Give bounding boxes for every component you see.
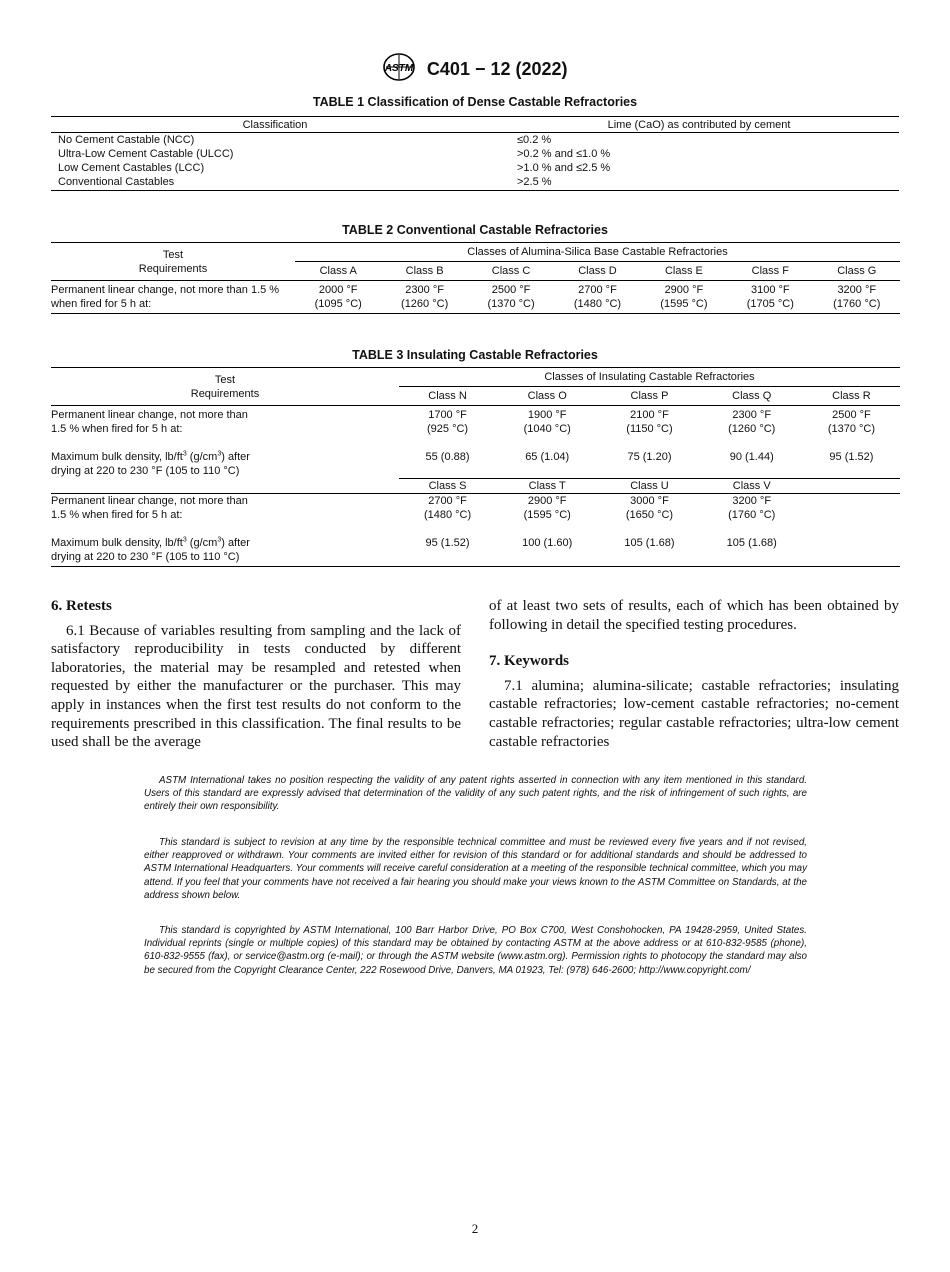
table3-cell: 55 (0.88) — [425, 451, 470, 463]
left-column — [51, 597, 461, 752]
table3-cell: 75 (1.20) — [627, 451, 672, 463]
table3-class-header: Class S — [399, 478, 496, 493]
table3-row-label: Permanent linear change, not more than 1.5 % when fired for 5 h at: — [51, 409, 248, 435]
table3-req-line2: Requirements — [190, 387, 260, 400]
table1-cell: Low Cement Castables (LCC) — [58, 162, 205, 174]
table3-cell: 3200 °F (1760 °C) — [728, 494, 776, 521]
table3-cell: 2100 °F (1150 °C) — [626, 409, 673, 435]
table1-cell: Ultra-Low Cement Castable (ULCC) — [58, 148, 234, 160]
table-row — [51, 406, 900, 437]
table1-col-header: Classification — [51, 117, 499, 133]
table3-req-line1: Test — [214, 373, 236, 386]
table2-span-header: Classes of Alumina-Silica Base Castable Refractories — [295, 243, 900, 262]
section6-continuation: of at least two sets of results, each of which has been obtained by following in detail the specified testing procedures. — [489, 598, 899, 633]
table1-cell: Conventional Castables — [58, 176, 175, 188]
astm-logo-icon — [382, 52, 416, 87]
table-row — [51, 450, 900, 478]
table2-title: TABLE 2 Conventional Castable Refractories — [342, 223, 608, 237]
table3-row-label: Permanent linear change, not more than 1.5 % when fired for 5 h at: — [51, 493, 399, 522]
table3-cell: 105 (1.68) — [624, 536, 675, 549]
table3-class-header: Class V — [701, 478, 803, 493]
table2-class-header: Class G — [814, 262, 900, 281]
table-row — [51, 161, 899, 175]
copyright-notice: This standard is copyrighted by ASTM International, 100 Barr Harbor Drive, PO Box C700, West Conshohocken, PA 19428-2959, United States. Individual reprints (single or multiple copies) of this standard may be obtained by contacting ASTM at the above address or at 610-832-9585 (phone), 610-832-9555 (fax), or service@astm.org (e-mail); or through the ASTM website (www.astm.org). Permission rights to photocopy the standard may also be secured from the Copyright Clearance Center, 222 Rosewood Drive, Danvers, MA 01923, Tel: (978) 646-2600; http://www.copyright.com/ — [144, 925, 807, 976]
patent-notice: ASTM International takes no position respecting the validity of any patent rights asserted in connection with any item mentioned in this standard. Users of this standard are expressly advised that determination of the validity of any such patent rights, and the risk of infringement of such rights, are entirely their own responsibility. — [144, 775, 807, 813]
table2-cell: 2700 °F (1480 °C) — [573, 284, 622, 310]
table3-cell: 100 (1.60) — [522, 536, 573, 549]
logo-text: ASTM — [385, 63, 414, 74]
table3-title: TABLE 3 Insulating Castable Refractories — [352, 348, 598, 362]
page-header — [0, 52, 950, 87]
table3-row-label: Maximum bulk density, $lb/ft^3$ $(g/cm^3)$ after drying at 220 to 230 °F (105 to 110 °C) — [51, 450, 250, 477]
table2-row-label-line1: Permanent linear change, not more than 1.5 % — [51, 284, 280, 296]
table3-cell: 2900 °F (1595 °C) — [523, 494, 571, 521]
table3-cell: 2700 °F (1480 °C) — [423, 494, 472, 521]
table3-class-header: Class Q — [701, 387, 803, 406]
table2-cell: 2500 °F (1370 °C) — [487, 284, 535, 310]
section6-heading: 6. Retests — [51, 598, 112, 614]
table1-col-header: Lime (CaO) as contributed by cement — [499, 117, 899, 133]
table3-span-header: Classes of Insulating Castable Refractories — [399, 368, 900, 387]
page-number: 2 — [471, 1221, 479, 1236]
section7-paragraph: 7.1 alumina; alumina-silicate; castable refractories; insulating castable refractories; low-cement castable refractories; no-cement castable refractories; regular castable refractories; ultra-low cement castable refractories — [489, 677, 899, 750]
table2-cell: 3100 °F (1705 °C) — [746, 284, 794, 310]
table2-requirements-header — [51, 243, 295, 281]
table3-class-header: Class O — [496, 387, 598, 406]
revision-notice: This standard is subject to revision at any time by the responsible technical committee and must be reviewed every five years and if not revised, either reapproved or withdrawn. Your comments are invited either for revision of this standard or for additional standards and should be addressed to ASTM International Headquarters. Your comments will receive careful consideration at a meeting of the responsible technical committee, which you may attend. If you feel that your comments have not received a fair hearing you should make your views known to the ASTM Committee on Standards, at the address shown below. — [144, 837, 807, 901]
table3-class-header: Class T — [496, 478, 598, 493]
table2-cell: 2900 °F (1595 °C) — [660, 284, 708, 310]
table2-class-header: Class C — [468, 262, 554, 281]
table-row — [51, 133, 899, 148]
table3-row-label: Maximum bulk density, $lb/ft^3$ $(g/cm^3)$ after drying at 220 to 230 °F (105 to 110 °C) — [51, 535, 250, 563]
section6-paragraph: 6.1 Because of variables resulting from sampling and the lack of satisfactory reproducibility in tests conducted by different laboratories, the material may be resampled and retested when requested by either the manufacturer or the purchaser. This may apply in instances when the first test results do not conform to the requirements prescribed in this classification. The final results to be used shall be the average — [51, 622, 461, 751]
table1-cell: >1.0 % and ≤2.5 % — [517, 162, 611, 174]
table1-cell: >0.2 % and ≤1.0 % — [517, 148, 611, 160]
table3-cell: 105 (1.68) — [726, 536, 777, 549]
table1 — [51, 116, 899, 191]
table-row — [51, 175, 899, 191]
table3-cell: 3000 °F (1650 °C) — [625, 494, 674, 521]
table3-class-header: Class U — [598, 478, 700, 493]
table-row — [51, 281, 900, 314]
table2-req-line1: Test — [162, 248, 184, 261]
table3-cell: 95 (1.52) — [829, 451, 874, 463]
document-designation: C401 − 12 (2022) — [426, 59, 568, 79]
table-row — [51, 147, 899, 161]
table3-cell: 1900 °F (1040 °C) — [523, 409, 571, 435]
table2-class-header: Class F — [727, 262, 813, 281]
table3-cell: 65 (1.04) — [525, 451, 570, 463]
table3-class-header: Class P — [598, 387, 700, 406]
table1-cell: ≤0.2 % — [517, 134, 552, 146]
table3-class-header: Class N — [399, 387, 496, 406]
table3-requirements-header — [51, 368, 399, 406]
table3-cell: 90 (1.44) — [729, 451, 774, 463]
table3-class-header: Class R — [803, 387, 900, 406]
table2-req-line2: Requirements — [138, 262, 208, 275]
table2-cell: 2000 °F (1095 °C) — [314, 284, 362, 310]
table-row — [51, 493, 900, 522]
table2-class-header: Class E — [641, 262, 727, 281]
table2 — [51, 242, 900, 314]
table2-row-label-line2: when fired for 5 h at: — [51, 298, 152, 310]
section7-heading: 7. Keywords — [489, 653, 569, 670]
table1-cell: No Cement Castable (NCC) — [58, 134, 195, 146]
table-row — [51, 536, 900, 567]
table3-cell: 2500 °F (1370 °C) — [827, 409, 876, 435]
table2-cell: 2300 °F (1260 °C) — [401, 284, 449, 310]
table3-cell: 1700 °F (925 °C) — [427, 409, 469, 435]
right-column — [489, 597, 899, 751]
table2-class-header: Class A — [295, 262, 381, 281]
table3 — [51, 367, 900, 567]
table1-title: TABLE 1 Classification of Dense Castable Refractories — [312, 95, 638, 109]
table3-cell: 2300 °F (1260 °C) — [728, 409, 776, 435]
table3-cell: 95 (1.52) — [425, 536, 470, 549]
table2-cell: 3200 °F (1760 °C) — [833, 284, 881, 310]
table2-class-header: Class D — [554, 262, 640, 281]
table2-class-header: Class B — [381, 262, 467, 281]
table1-cell: >2.5 % — [517, 176, 552, 188]
table2-row-label — [51, 281, 295, 314]
